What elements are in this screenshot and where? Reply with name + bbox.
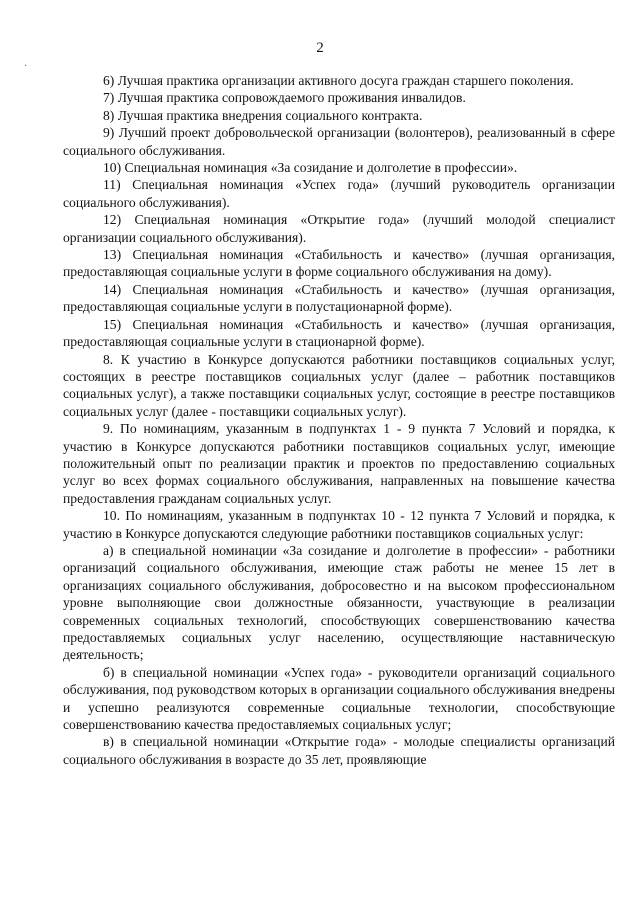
paragraph-nomination-11: 11) Специальная номинация «Успех года» (лучший руководитель организации социального обслуживания). (63, 177, 615, 210)
paragraph-nomination-10: 10) Специальная номинация «За созидание и долголетие в профессии». (103, 160, 518, 176)
paragraph-clause-10: 10. По номинациям, указанным в подпунктах 10 - 12 пункта 7 Условий и порядка, к участию в Конкурсе допускаются следующие работники поставщиков социальных услуг: (63, 508, 615, 541)
page-number: 2 (316, 40, 324, 56)
paragraph-nomination-12: 12) Специальная номинация «Открытие года» (лучший молодой специалист организации социального обслуживания). (63, 212, 615, 245)
paragraph-clause-8: 8. К участию в Конкурсе допускаются работники поставщиков социальных услуг, состоящих в реестре поставщиков социальных услуг (далее – работник поставщиков социальных услуг), а также поставщики социальных услуг, состоящие в реестре поставщиков социальных услуг (далее - поставщики социальных услуг). (63, 351, 615, 419)
paragraph-nomination-7: 7) Лучшая практика сопровождаемого проживания инвалидов. (103, 90, 466, 106)
paragraph-clause-9: 9. По номинациям, указанным в подпунктах 1 - 9 пункта 7 Условий и порядка, к участию в Конкурсе допускаются работники поставщиков социальных услуг, имеющие положительный опыт по реализации практик и проектов по предоставлению социальных услуг во всех формах социального обслуживания, направленных на повышение качества предоставления гражданам социальных услуг. (63, 421, 615, 506)
paragraph-nomination-9: 9) Лучший проект добровольческой организации (волонтеров), реализованный в сфере социального обслуживания. (63, 125, 615, 158)
document-body (63, 72, 615, 768)
paragraph-nomination-13: 13) Специальная номинация «Стабильность и качество» (лучшая организация, предоставляющая социальные услуги в форме социального обслуживания на дому). (63, 247, 615, 280)
paragraph-nomination-6: 6) Лучшая практика организации активного досуга граждан старшего поколения. (103, 73, 574, 88)
paragraph-subclause-v: в) в специальной номинации «Открытие года» - молодые специалисты организаций социального обслуживания в возрасте до 35 лет, проявляющие (63, 734, 615, 767)
paragraph-nomination-14: 14) Специальная номинация «Стабильность и качество» (лучшая организация, предоставляющая социальные услуги в полустационарной форме). (63, 281, 615, 315)
paragraph-subclause-b: б) в специальной номинации «Успех года» - руководители организаций социального обслуживания, под руководством которых в организации социального обслуживания внедрены и успешно реализуются современные социальные технологии, способствующие совершенствованию качества предоставляемых социальных услуг; (63, 664, 615, 733)
paragraph-nomination-15: 15) Специальная номинация «Стабильность и качество» (лучшая организация, предоставляющая социальные услуги в стационарной форме). (63, 316, 615, 350)
margin-mark: · (24, 61, 28, 72)
paragraph-subclause-a: а) в специальной номинации «За созидание и долголетие в профессии» - работники организаций социального обслуживания, имеющие стаж работы не менее 15 лет в организациях социального обслуживания, добросовестно и на высоком профессиональном уровне выполняющие свои должностные обязанности, участвующие в реализации современных социальных технологий, способствующих совершенствованию качества предоставляемых социальных услуг населению, осуществляющие наставническую деятельность; (63, 542, 615, 663)
paragraph-nomination-8: 8) Лучшая практика внедрения социального контракта. (103, 107, 423, 123)
